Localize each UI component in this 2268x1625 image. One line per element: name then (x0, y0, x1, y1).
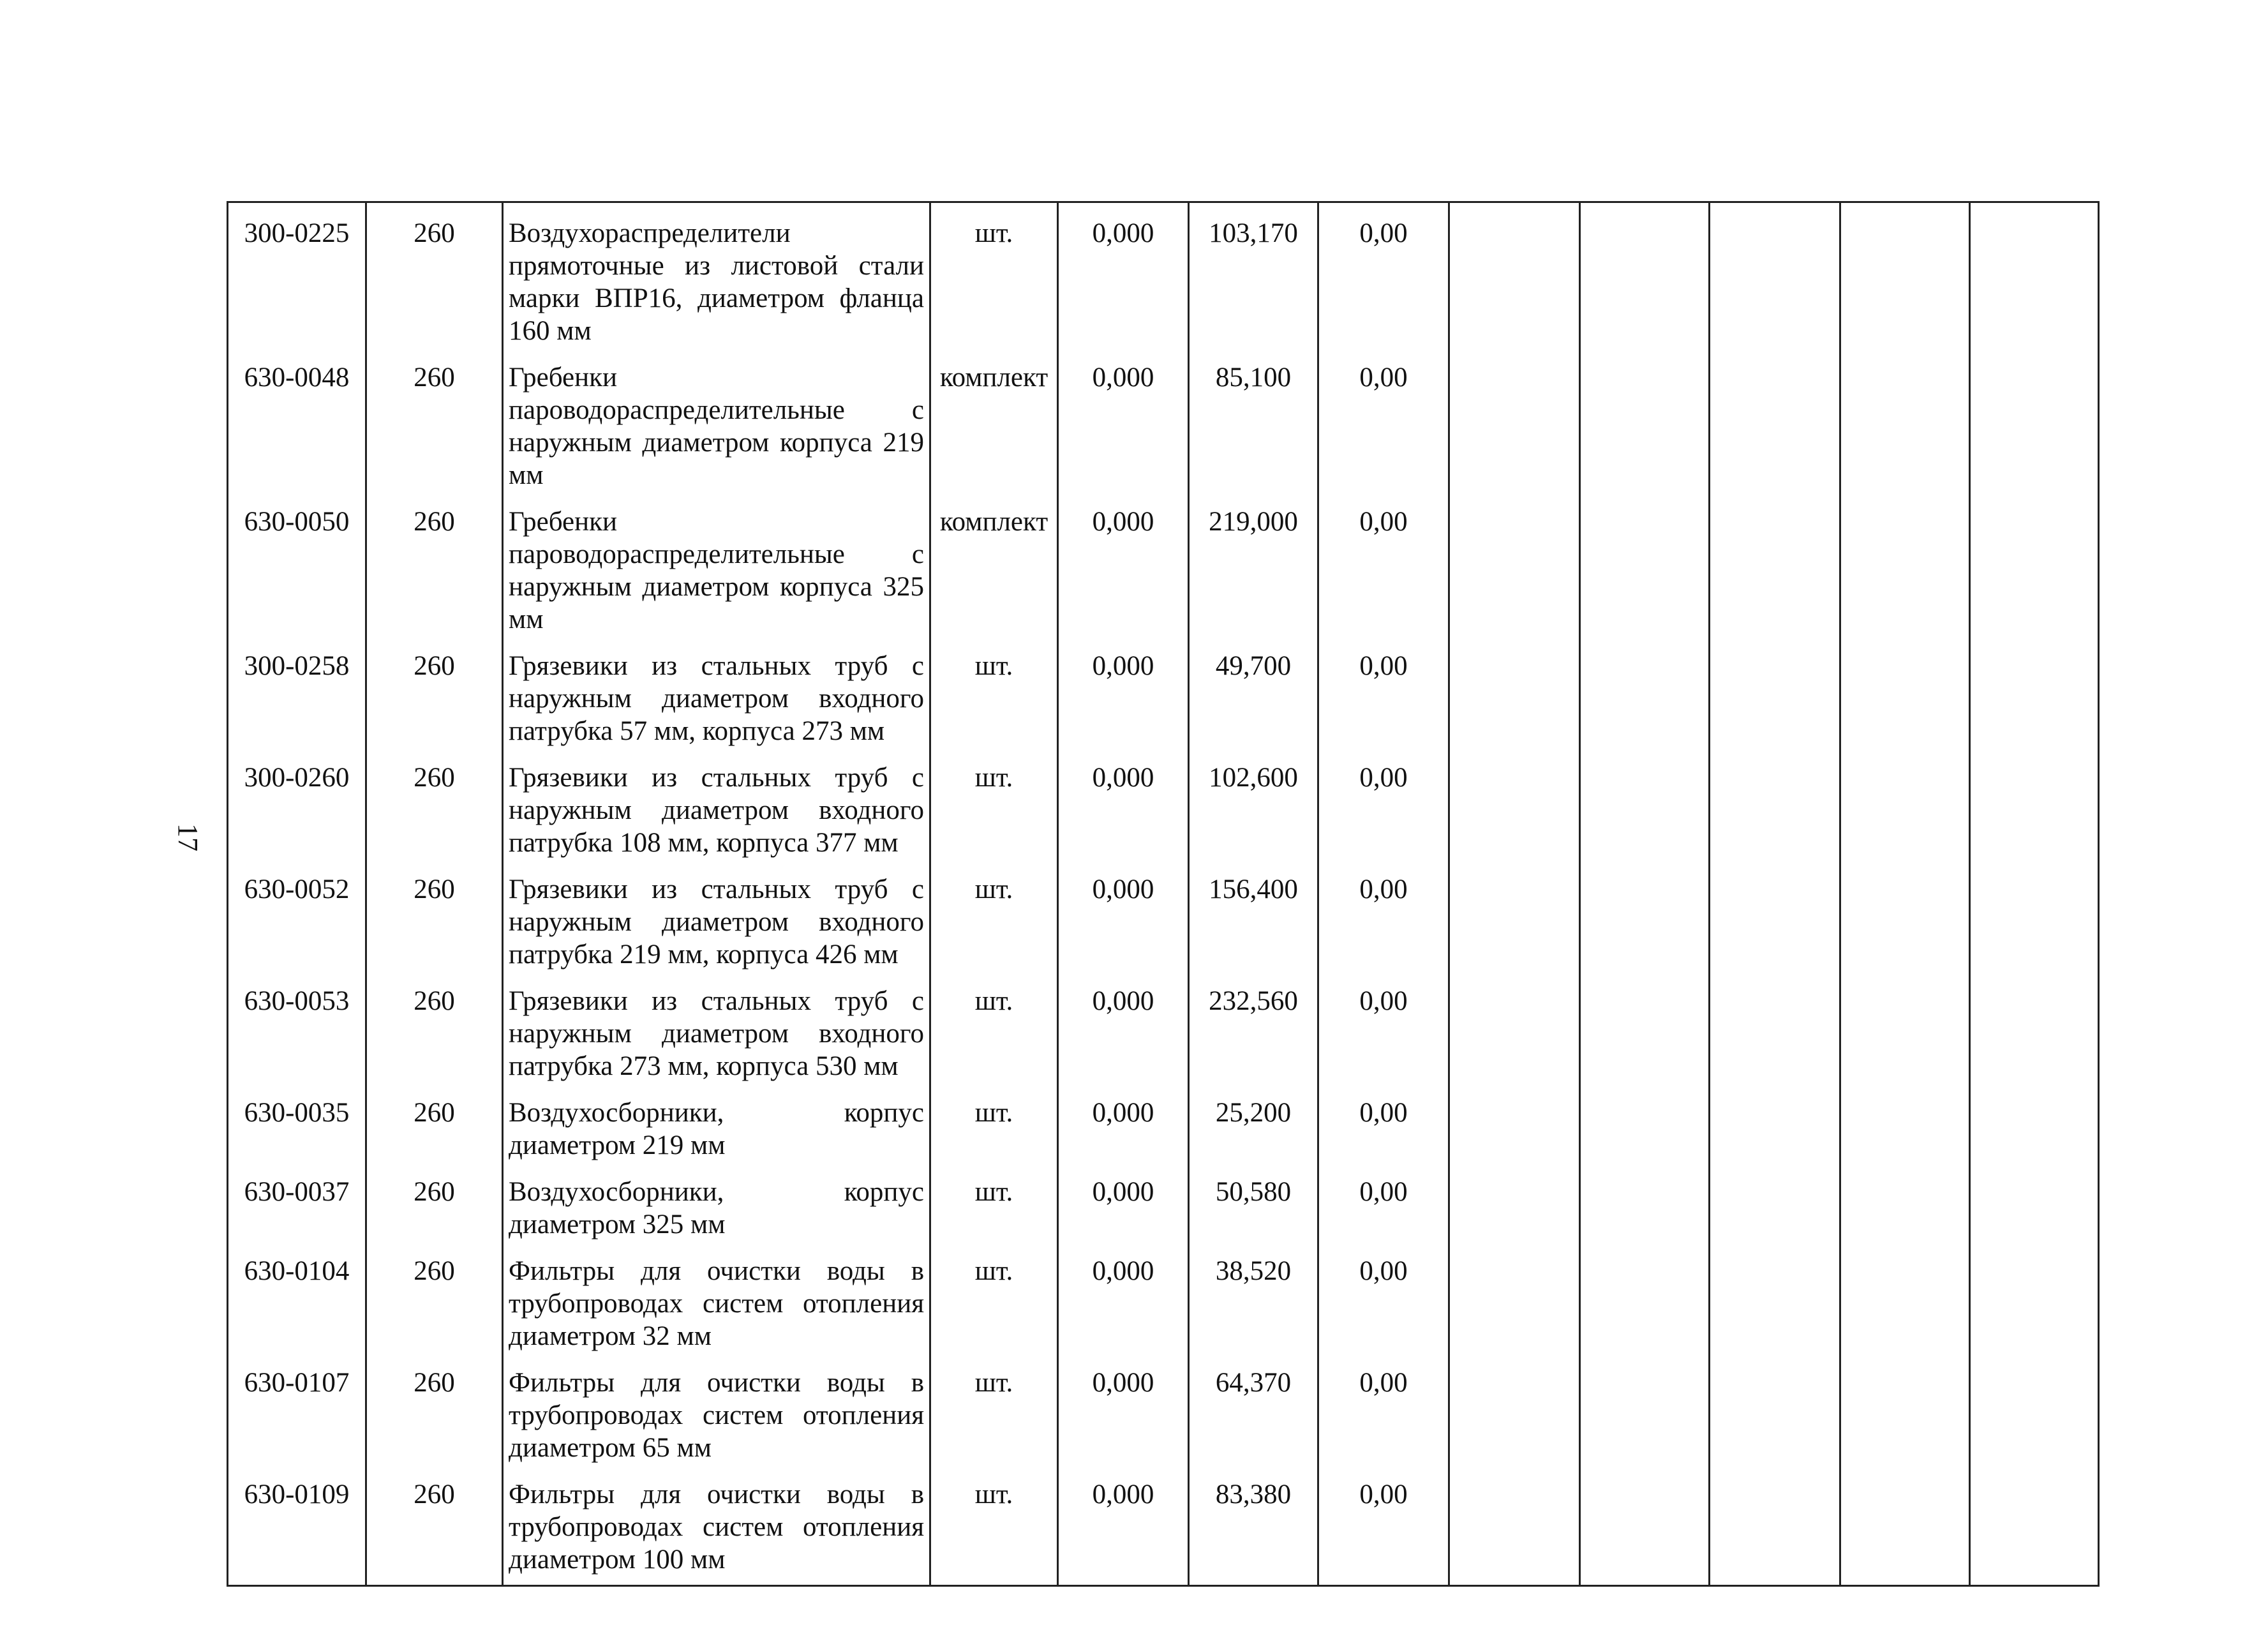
cell-sum (1318, 1352, 1449, 1464)
cell-empty (1449, 636, 1580, 747)
cell-sum-text: 0,00 (1359, 874, 1408, 904)
cell-empty (1840, 859, 1970, 971)
cell-group (366, 636, 503, 747)
cell-empty (1840, 202, 1970, 348)
cell-code (228, 1241, 366, 1352)
cell-group-text: 260 (414, 651, 455, 681)
cell-empty (1449, 747, 1580, 859)
cell-empty (1970, 859, 2099, 971)
cell-group-text: 260 (414, 1479, 455, 1509)
cell-code (228, 202, 366, 348)
cell-price-text: 103,170 (1209, 218, 1298, 248)
cell-empty (1840, 491, 1970, 636)
cell-name-text: Воздухосборники, корпус диаметром 219 мм (509, 1098, 924, 1160)
cell-empty (1580, 971, 1710, 1082)
cell-name-text: Фильтры для очистки воды в трубопроводах систем отопления диаметром 32 мм (509, 1256, 924, 1351)
cell-name-text: Фильтры для очистки воды в трубопроводах систем отопления диаметром 100 мм (509, 1479, 924, 1575)
cell-empty (1710, 1352, 1840, 1464)
cell-sum-text: 0,00 (1359, 1479, 1408, 1509)
cell-quantity (1058, 636, 1189, 747)
cell-empty (1970, 347, 2099, 491)
cell-empty (1710, 971, 1840, 1082)
page-number: 17 (172, 823, 204, 851)
cell-group-text: 260 (414, 363, 455, 393)
cell-name (503, 202, 930, 348)
cell-empty (1449, 859, 1580, 971)
cell-unit-text: шт. (974, 1098, 1013, 1128)
table-row (228, 971, 2099, 1082)
cell-empty (1970, 202, 2099, 348)
cell-empty (1580, 1352, 1710, 1464)
cell-sum (1318, 747, 1449, 859)
cell-empty (1970, 1464, 2099, 1586)
cell-unit-text: шт. (974, 218, 1013, 248)
table-body (228, 202, 2099, 1586)
cell-quantity (1058, 1352, 1189, 1464)
cell-price (1189, 859, 1318, 971)
cell-price-text: 156,400 (1209, 874, 1298, 904)
cell-group-text: 260 (414, 986, 455, 1016)
cell-empty (1710, 747, 1840, 859)
cell-empty (1449, 491, 1580, 636)
cell-unit (930, 202, 1058, 348)
cell-empty (1710, 859, 1840, 971)
cell-unit (930, 347, 1058, 491)
cell-group (366, 347, 503, 491)
cell-sum (1318, 1464, 1449, 1586)
cell-price-text: 83,380 (1215, 1479, 1292, 1509)
table-row (228, 1241, 2099, 1352)
cell-code-text: 630-0037 (244, 1177, 350, 1207)
cell-sum-text: 0,00 (1359, 1368, 1408, 1398)
cell-empty (1970, 747, 2099, 859)
table-row (228, 1162, 2099, 1241)
cell-quantity-text: 0,000 (1092, 763, 1154, 793)
cell-price (1189, 636, 1318, 747)
cell-group (366, 202, 503, 348)
table-row (228, 491, 2099, 636)
cell-group (366, 971, 503, 1082)
cell-unit (930, 1241, 1058, 1352)
cell-price-text: 64,370 (1215, 1368, 1292, 1398)
cell-group (366, 1352, 503, 1464)
table-row (228, 1464, 2099, 1586)
table-row (228, 859, 2099, 971)
cell-empty (1970, 1162, 2099, 1241)
cell-code-text: 300-0260 (244, 763, 350, 793)
cell-empty (1970, 1082, 2099, 1162)
cell-group-text: 260 (414, 218, 455, 248)
cell-group-text: 260 (414, 763, 455, 793)
cell-quantity-text: 0,000 (1092, 874, 1154, 904)
cell-unit-text: шт. (974, 986, 1013, 1016)
cell-empty (1580, 1464, 1710, 1586)
cell-code (228, 859, 366, 971)
cell-name (503, 347, 930, 491)
table-row (228, 202, 2099, 348)
cell-price (1189, 491, 1318, 636)
cell-unit (930, 747, 1058, 859)
cell-sum (1318, 202, 1449, 348)
cell-empty (1840, 347, 1970, 491)
cell-price (1189, 202, 1318, 348)
cell-name-text: Воздухораспределители прямоточные из листовой стали марки ВПР16, диаметром фланца 160 мм (509, 218, 924, 346)
cell-sum (1318, 1241, 1449, 1352)
cell-group-text: 260 (414, 1098, 455, 1128)
cell-price (1189, 747, 1318, 859)
cell-empty (1449, 1082, 1580, 1162)
cell-quantity (1058, 859, 1189, 971)
cell-sum-text: 0,00 (1359, 763, 1408, 793)
cell-quantity-text: 0,000 (1092, 363, 1154, 393)
cell-empty (1580, 859, 1710, 971)
cell-empty (1840, 747, 1970, 859)
cell-unit-text: шт. (974, 1256, 1013, 1286)
cell-code (228, 636, 366, 747)
cell-sum (1318, 971, 1449, 1082)
cell-sum (1318, 347, 1449, 491)
cell-empty (1970, 491, 2099, 636)
cell-empty (1710, 1162, 1840, 1241)
cell-unit (930, 859, 1058, 971)
cell-quantity-text: 0,000 (1092, 218, 1154, 248)
cell-empty (1580, 347, 1710, 491)
cell-empty (1580, 202, 1710, 348)
cell-sum-text: 0,00 (1359, 218, 1408, 248)
cell-unit (930, 1162, 1058, 1241)
cell-unit-text: шт. (974, 763, 1013, 793)
cell-quantity (1058, 347, 1189, 491)
cell-quantity (1058, 971, 1189, 1082)
cell-quantity-text: 0,000 (1092, 1368, 1154, 1398)
cell-empty (1710, 1082, 1840, 1162)
cell-sum-text: 0,00 (1359, 1177, 1408, 1207)
cell-empty (1580, 636, 1710, 747)
cell-price (1189, 1352, 1318, 1464)
cell-empty (1710, 636, 1840, 747)
cell-name-text: Гребенки пароводораспределительные с наружным диаметром корпуса 325 мм (509, 507, 924, 634)
cell-group-text: 260 (414, 1256, 455, 1286)
cell-code (228, 747, 366, 859)
cell-name (503, 636, 930, 747)
cell-sum (1318, 491, 1449, 636)
table-row (228, 347, 2099, 491)
cell-price (1189, 1241, 1318, 1352)
cell-quantity-text: 0,000 (1092, 1256, 1154, 1286)
cell-name-text: Грязевики из стальных труб с наружным диаметром входного патрубка 108 мм, корпуса 377 мм (509, 763, 924, 858)
cell-price-text: 85,100 (1215, 363, 1292, 393)
cell-quantity (1058, 747, 1189, 859)
cell-sum (1318, 1162, 1449, 1241)
cell-quantity-text: 0,000 (1092, 507, 1154, 537)
cell-sum-text: 0,00 (1359, 651, 1408, 681)
materials-table (227, 201, 2100, 1587)
cell-empty (1840, 636, 1970, 747)
cell-group (366, 859, 503, 971)
cell-unit-text: шт. (974, 1479, 1013, 1509)
cell-group-text: 260 (414, 1177, 455, 1207)
cell-price (1189, 1082, 1318, 1162)
cell-code (228, 1162, 366, 1241)
cell-unit (930, 1352, 1058, 1464)
cell-quantity-text: 0,000 (1092, 986, 1154, 1016)
cell-price (1189, 1464, 1318, 1586)
cell-code (228, 1082, 366, 1162)
cell-group (366, 1464, 503, 1586)
cell-name (503, 971, 930, 1082)
cell-name (503, 1352, 930, 1464)
cell-code (228, 491, 366, 636)
cell-empty (1970, 971, 2099, 1082)
cell-price (1189, 971, 1318, 1082)
cell-empty (1710, 1241, 1840, 1352)
cell-sum-text: 0,00 (1359, 363, 1408, 393)
cell-code-text: 630-0035 (244, 1098, 350, 1128)
cell-code-text: 630-0053 (244, 986, 350, 1016)
cell-empty (1970, 636, 2099, 747)
cell-unit (930, 636, 1058, 747)
cell-empty (1580, 747, 1710, 859)
cell-quantity-text: 0,000 (1092, 1479, 1154, 1509)
cell-code-text: 300-0225 (244, 218, 350, 248)
cell-quantity (1058, 202, 1189, 348)
cell-name (503, 1241, 930, 1352)
cell-group (366, 491, 503, 636)
cell-empty (1710, 347, 1840, 491)
cell-empty (1449, 1162, 1580, 1241)
cell-group-text: 260 (414, 1368, 455, 1398)
cell-unit-text: комплект (939, 507, 1048, 537)
cell-empty (1840, 1082, 1970, 1162)
cell-group (366, 1082, 503, 1162)
cell-empty (1840, 1352, 1970, 1464)
cell-group (366, 747, 503, 859)
cell-empty (1449, 347, 1580, 491)
cell-price-text: 38,520 (1215, 1256, 1292, 1286)
cell-empty (1580, 1082, 1710, 1162)
cell-code-text: 630-0052 (244, 874, 350, 904)
cell-name-text: Грязевики из стальных труб с наружным диаметром входного патрубка 57 мм, корпуса 273 мм (509, 651, 924, 746)
cell-quantity (1058, 1162, 1189, 1241)
cell-empty (1449, 1352, 1580, 1464)
cell-sum-text: 0,00 (1359, 1256, 1408, 1286)
table-row (228, 1082, 2099, 1162)
cell-name (503, 747, 930, 859)
cell-price-text: 102,600 (1209, 763, 1298, 793)
cell-name-text: Грязевики из стальных труб с наружным диаметром входного патрубка 219 мм, корпуса 426 мм (509, 874, 924, 970)
cell-price-text: 219,000 (1209, 507, 1298, 537)
cell-code-text: 630-0107 (244, 1368, 350, 1398)
cell-sum (1318, 636, 1449, 747)
cell-sum (1318, 1082, 1449, 1162)
cell-quantity-text: 0,000 (1092, 1098, 1154, 1128)
cell-empty (1840, 971, 1970, 1082)
cell-sum-text: 0,00 (1359, 507, 1408, 537)
table-row (228, 747, 2099, 859)
cell-group (366, 1241, 503, 1352)
cell-empty (1710, 491, 1840, 636)
cell-empty (1580, 491, 1710, 636)
cell-group (366, 1162, 503, 1241)
cell-group-text: 260 (414, 874, 455, 904)
cell-price (1189, 347, 1318, 491)
cell-name-text: Грязевики из стальных труб с наружным диаметром входного патрубка 273 мм, корпуса 530 мм (509, 986, 924, 1081)
table-row (228, 636, 2099, 747)
cell-empty (1840, 1464, 1970, 1586)
cell-empty (1970, 1241, 2099, 1352)
cell-empty (1449, 971, 1580, 1082)
cell-empty (1710, 1464, 1840, 1586)
cell-sum (1318, 859, 1449, 971)
cell-quantity (1058, 1464, 1189, 1586)
cell-empty (1580, 1241, 1710, 1352)
cell-quantity-text: 0,000 (1092, 1177, 1154, 1207)
cell-price-text: 50,580 (1215, 1177, 1292, 1207)
cell-code-text: 630-0109 (244, 1479, 350, 1509)
cell-empty (1840, 1241, 1970, 1352)
cell-unit (930, 1464, 1058, 1586)
cell-empty (1449, 1241, 1580, 1352)
cell-quantity-text: 0,000 (1092, 651, 1154, 681)
cell-code-text: 630-0104 (244, 1256, 350, 1286)
cell-code (228, 971, 366, 1082)
cell-code-text: 630-0048 (244, 363, 350, 393)
cell-name (503, 859, 930, 971)
cell-unit (930, 971, 1058, 1082)
cell-name (503, 1082, 930, 1162)
cell-price-text: 232,560 (1209, 986, 1298, 1016)
cell-code-text: 300-0258 (244, 651, 350, 681)
cell-sum-text: 0,00 (1359, 1098, 1408, 1128)
cell-empty (1840, 1162, 1970, 1241)
cell-code-text: 630-0050 (244, 507, 350, 537)
cell-price-text: 49,700 (1215, 651, 1292, 681)
cell-code (228, 1464, 366, 1586)
cell-name (503, 491, 930, 636)
cell-code (228, 1352, 366, 1464)
cell-quantity (1058, 1082, 1189, 1162)
cell-name-text: Воздухосборники, корпус диаметром 325 мм (509, 1177, 924, 1239)
cell-name (503, 1162, 930, 1241)
cell-unit-text: шт. (974, 1368, 1013, 1398)
cell-price-text: 25,200 (1215, 1098, 1292, 1128)
cell-name-text: Фильтры для очистки воды в трубопроводах систем отопления диаметром 65 мм (509, 1368, 924, 1463)
cell-name (503, 1464, 930, 1586)
cell-empty (1449, 202, 1580, 348)
table-row (228, 1352, 2099, 1464)
cell-unit-text: шт. (974, 651, 1013, 681)
cell-name-text: Гребенки пароводораспределительные с наружным диаметром корпуса 219 мм (509, 363, 924, 490)
cell-price (1189, 1162, 1318, 1241)
cell-empty (1580, 1162, 1710, 1241)
cell-unit-text: шт. (974, 1177, 1013, 1207)
cell-unit (930, 1082, 1058, 1162)
cell-unit (930, 491, 1058, 636)
cell-empty (1970, 1352, 2099, 1464)
cell-sum-text: 0,00 (1359, 986, 1408, 1016)
cell-empty (1710, 202, 1840, 348)
cell-quantity (1058, 1241, 1189, 1352)
cell-group-text: 260 (414, 507, 455, 537)
cell-unit-text: комплект (939, 363, 1048, 393)
cell-quantity (1058, 491, 1189, 636)
cell-code (228, 347, 366, 491)
cell-empty (1449, 1464, 1580, 1586)
cell-unit-text: шт. (974, 874, 1013, 904)
